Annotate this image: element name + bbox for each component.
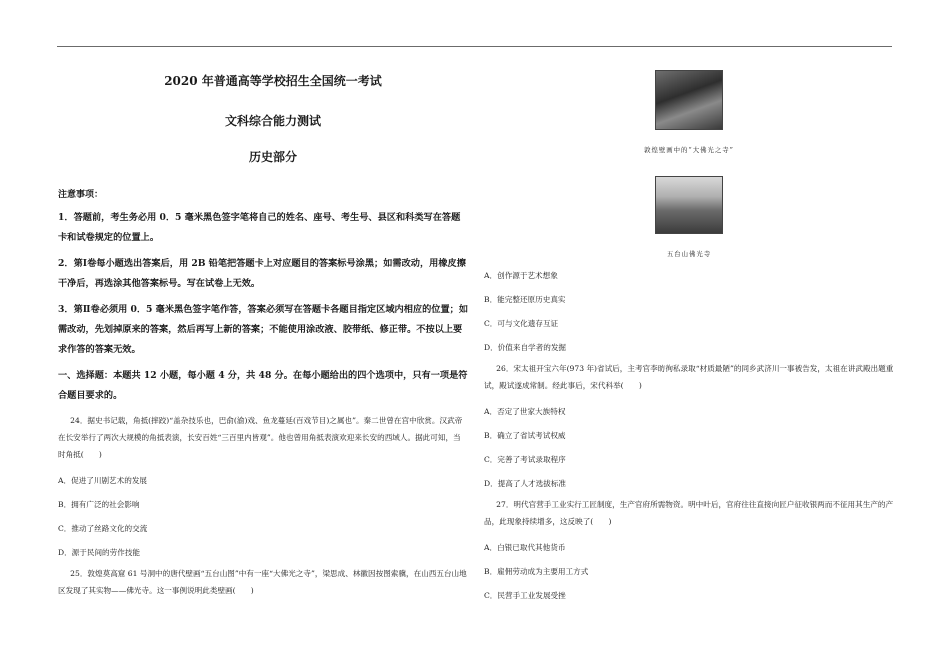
question-24-option-a: A．促进了川剧艺术的发展 (58, 476, 148, 485)
question-26-option-a: A．否定了世家大族特权 (484, 407, 566, 416)
notice-item: 2．第Ⅰ卷每小题选出答案后，用 2B 铅笔把答题卡上对应题目的答案标号涂黑；如需改动，用橡皮擦干净后，再选涂其他答案标号。写在试卷上无效。 (58, 258, 466, 289)
exam-title: 2020 年普通高等学校招生全国统一考试 (164, 74, 382, 88)
temple-caption: 五台山佛光寺 (666, 250, 712, 258)
question-26-option-c: C．完善了考试录取程序 (484, 455, 566, 464)
question-26-option-b: B．确立了省试考试权威 (484, 431, 566, 440)
notice-item: 1．答题前，考生务必用 0．5 毫米黑色签字笔将自己的姓名、座号、考生号、县区和科类写在答题卡和试卷规定的位置上。 (58, 212, 461, 243)
question-25-stem: 25．敦煌莫高窟 61 号洞中的唐代壁画“五台山图”中有一座“大佛光之寺”，梁思成、林徽因按图索骥，在山西五台山地区发现了其实物——佛光寺。这一事例说明此类壁画( ) (58, 569, 467, 595)
question-27-stem: 27．明代官营手工业实行工匠制度，生产官府所需物资。明中叶后，官府往往直接向匠户征收银两而不征用其生产的产品，此现象持续增多，这反映了( ) (484, 500, 894, 526)
question-26-option-d: D．提高了人才选拔标准 (484, 479, 567, 488)
section-heading: 一、选择题：本题共 12 小题，每小题 4 分，共 48 分。在每小题给出的四个选项中，只有一项是符合题目要求的。 (58, 370, 468, 401)
question-25-option-c: C．可与文化遗存互证 (484, 319, 559, 328)
question-24-option-d: D．源于民间的劳作技能 (58, 548, 141, 557)
question-24-stem: 24．据史书记载，角抵(摔跤)“盖杂技乐也，巴俞(渝)戏、鱼龙蔓延(百戏节目)之属也”。秦二世曾在宫中欣赏。汉武帝在长安举行了两次大规模的角抵表演，长安百姓“三百里内皆观”。他也曾用角抵表演欢迎来长安的西域人。据此可知，当时角抵( ) (58, 416, 463, 459)
exam-part: 历史部分 (248, 150, 297, 164)
question-25-option-b: B．能完整还原历史真实 (484, 295, 566, 304)
question-27-option-b: B．雇佣劳动成为主要用工方式 (484, 567, 589, 576)
right-column (484, 64, 894, 602)
question-27-option-a: A．白银已取代其他货币 (484, 543, 566, 552)
exam-subtitle: 文科综合能力测试 (224, 114, 321, 128)
notice-item: 3．第Ⅱ卷必须用 0．5 毫米黑色签字笔作答，答案必须写在答题卡各题目指定区域内相应的位置；如需改动，先划掉原来的答案，然后再写上新的答案；不能使用涂改液、胶带纸、修正带。不按以上要求作答的答案无效。 (58, 304, 469, 355)
mural-image (655, 70, 723, 130)
question-25-option-a: A．创作源于艺术想象 (484, 271, 558, 280)
question-25-option-d: D．价值来自学者的发掘 (484, 343, 567, 352)
temple-image (655, 176, 723, 234)
top-rule (57, 46, 892, 47)
question-26-stem: 26．宋太祖开宝六年(973 年)省试后，主考官李昉徇私录取“材质最陋”的同乡武济川一事被告发，太祖在讲武殿出题重试，殿试遂成常制。经此事后，宋代科举( ) (484, 364, 894, 390)
mural-caption: 敦煌壁画中的“大佛光之寺” (644, 146, 734, 154)
question-24-option-c: C．推动了丝路文化的交流 (58, 524, 148, 533)
question-27-option-c: C．民营手工业发展受挫 (484, 591, 566, 600)
figure (484, 64, 894, 258)
question-24-option-b: B．拥有广泛的社会影响 (58, 500, 140, 509)
notice-heading: 注意事项： (58, 190, 104, 200)
left-column (58, 72, 468, 599)
